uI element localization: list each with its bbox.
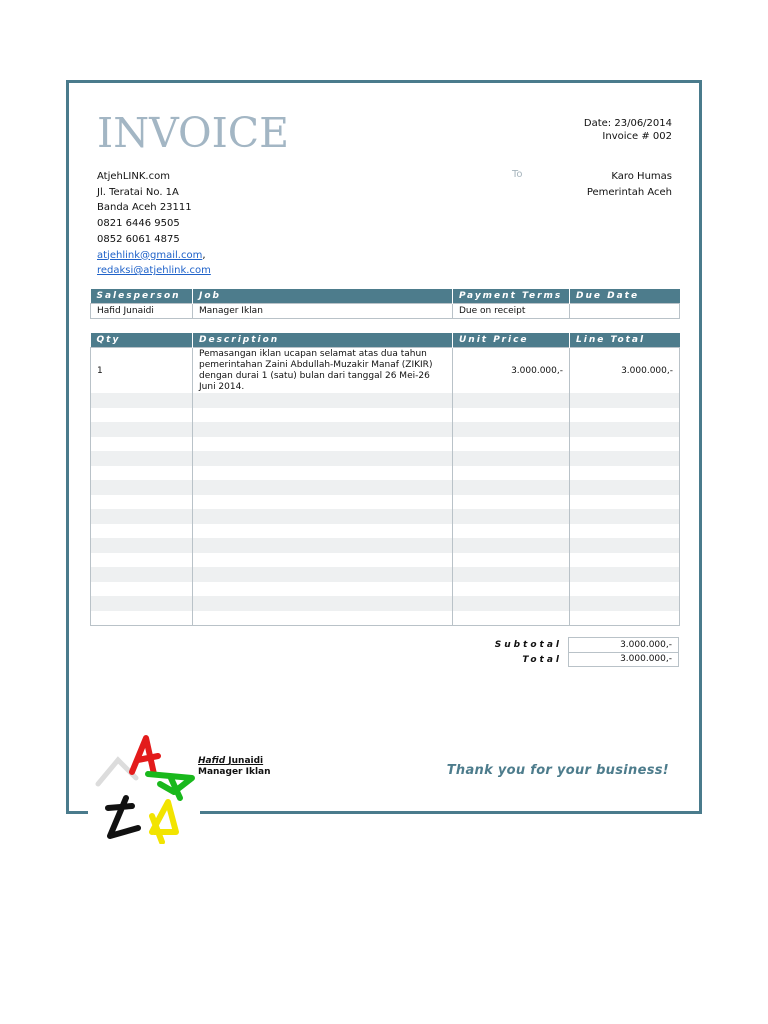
recipient-line-2: Pemerintah Aceh (586, 187, 672, 198)
empty-cell (193, 553, 453, 568)
empty-cell (193, 422, 453, 437)
unit-price-cell: 3.000.000,- (453, 348, 570, 394)
empty-cell (570, 509, 680, 524)
empty-table-row (91, 451, 680, 466)
signer-last-name: Junaidi (228, 756, 264, 766)
empty-cell (570, 582, 680, 597)
empty-cell (570, 553, 680, 568)
empty-cell (570, 495, 680, 510)
empty-cell (193, 495, 453, 510)
empty-cell (193, 437, 453, 452)
empty-cell (570, 524, 680, 539)
empty-cell (570, 567, 680, 582)
empty-cell (91, 509, 193, 524)
payment-terms-cell: Due on receipt (453, 304, 570, 319)
empty-cell (91, 582, 193, 597)
empty-cell (453, 393, 570, 408)
job-cell: Manager Iklan (193, 304, 453, 319)
totals-block (452, 637, 679, 667)
job-table-header (91, 289, 680, 304)
salesperson-cell: Hafid Junaidi (91, 304, 193, 319)
sender-email-2-link[interactable]: redaksi@atjehlink.com (97, 265, 211, 277)
invoice-number-label: Invoice # (602, 131, 650, 142)
header-salesperson: Salesperson (91, 289, 193, 304)
empty-cell (193, 393, 453, 408)
empty-table-row (91, 509, 680, 524)
empty-cell (570, 538, 680, 553)
empty-table-row (91, 538, 680, 553)
items-table (90, 333, 680, 626)
empty-cell (91, 422, 193, 437)
empty-table-row (91, 466, 680, 481)
thank-you-message: Thank you for your business! (446, 763, 669, 778)
recipient-block (587, 169, 672, 201)
empty-cell (91, 466, 193, 481)
sender-email-1-link[interactable]: atjehlink@gmail.com (97, 249, 203, 261)
date-label: Date: (583, 118, 612, 129)
total-value: 3.000.000,- (568, 652, 679, 667)
empty-cell (91, 495, 193, 510)
empty-cell (453, 538, 570, 553)
empty-table-row (91, 480, 680, 495)
header-payment-terms: Payment Terms (453, 289, 570, 304)
empty-cell (453, 422, 570, 437)
signer-first-name: Hafid (198, 756, 226, 766)
invoice-meta (584, 117, 672, 143)
empty-cell (453, 567, 570, 582)
empty-cell (570, 611, 680, 626)
empty-cell (570, 466, 680, 481)
empty-table-row (91, 437, 680, 452)
sender-address-1: Jl. Teratai No. 1A (97, 186, 179, 198)
empty-cell (91, 611, 193, 626)
empty-cell (453, 495, 570, 510)
empty-cell (91, 451, 193, 466)
job-table-row (91, 304, 680, 319)
empty-cell (91, 567, 193, 582)
empty-cell (91, 480, 193, 495)
empty-cell (570, 437, 680, 452)
empty-cell (193, 451, 453, 466)
empty-cell (193, 408, 453, 423)
sender-email-2-line (97, 263, 211, 279)
empty-cell (453, 611, 570, 626)
empty-cell (91, 596, 193, 611)
empty-table-row (91, 495, 680, 510)
empty-cell (453, 466, 570, 481)
empty-cell (570, 596, 680, 611)
date-line (584, 117, 672, 130)
empty-cell (193, 582, 453, 597)
company-logo (88, 732, 200, 844)
signer-position: Manager Iklan (198, 767, 271, 777)
empty-cell (453, 509, 570, 524)
empty-cell (91, 408, 193, 423)
empty-cell (453, 408, 570, 423)
header-description: Description (193, 333, 453, 348)
empty-cell (453, 582, 570, 597)
empty-cell (453, 480, 570, 495)
empty-cell (193, 509, 453, 524)
empty-table-row (91, 553, 680, 568)
empty-cell (193, 538, 453, 553)
sender-phone-1: 0821 6446 9505 (97, 218, 180, 230)
signer-name (198, 756, 271, 767)
sender-company: AtjehLINK.com (97, 171, 170, 182)
header-due-date: Due Date (570, 289, 680, 304)
empty-cell (453, 524, 570, 539)
total-row (452, 652, 679, 667)
empty-table-row (91, 567, 680, 582)
empty-cell (91, 437, 193, 452)
sender-email-1-comma: , (202, 249, 206, 261)
invoice-number-value: 002 (652, 131, 672, 142)
empty-cell (570, 451, 680, 466)
empty-cell (91, 538, 193, 553)
empty-table-row (91, 422, 680, 437)
logo-star-icon (88, 732, 200, 844)
header-qty: Qty (91, 333, 193, 348)
empty-cell (91, 553, 193, 568)
empty-cell (193, 567, 453, 582)
subtotal-row (452, 637, 679, 652)
empty-cell (193, 524, 453, 539)
empty-table-row (91, 408, 680, 423)
empty-cell (570, 393, 680, 408)
empty-table-row (91, 524, 680, 539)
recipient-line-1: Karo Humas (611, 171, 672, 182)
empty-cell (193, 480, 453, 495)
empty-table-row (91, 611, 680, 626)
empty-cell (91, 524, 193, 539)
sender-block (97, 169, 211, 279)
header-unit-price: Unit Price (453, 333, 570, 348)
header-job: Job (193, 289, 453, 304)
empty-cell (91, 393, 193, 408)
empty-table-row (91, 582, 680, 597)
date-value: 23/06/2014 (614, 118, 672, 129)
table-row (91, 348, 680, 394)
empty-cell (453, 437, 570, 452)
sender-phone-2: 0852 6061 4875 (97, 233, 180, 245)
line-total-cell: 3.000.000,- (570, 348, 680, 394)
empty-cell (570, 480, 680, 495)
total-label: Total (522, 654, 562, 665)
subtotal-label: Subtotal (494, 639, 562, 650)
empty-cell (193, 611, 453, 626)
description-cell: Pemasangan iklan ucapan selamat atas dua tahun pemerintahan Zaini Abdullah-Muzakir Manaf (ZIKIR) dengan durai 1 (satu) bulan dari tanggal 26 Mei-26 Juni 2014. (193, 348, 453, 394)
signature-block (198, 756, 271, 778)
invoice-title: INVOICE (97, 109, 290, 157)
qty-cell: 1 (91, 348, 193, 394)
items-table-header (91, 333, 680, 348)
job-table (90, 289, 680, 319)
subtotal-value: 3.000.000,- (568, 637, 679, 653)
empty-cell (453, 553, 570, 568)
empty-cell (193, 596, 453, 611)
to-label: To (512, 169, 523, 180)
sender-address-2: Banda Aceh 23111 (97, 202, 192, 214)
empty-table-row (91, 596, 680, 611)
invoice-number-line (584, 130, 672, 143)
empty-table-row (91, 393, 680, 408)
empty-cell (570, 408, 680, 423)
due-date-cell (570, 304, 680, 319)
empty-cell (570, 422, 680, 437)
header-line-total: Line Total (570, 333, 680, 348)
empty-cell (453, 451, 570, 466)
empty-cell (453, 596, 570, 611)
sender-email-1-line (97, 248, 211, 264)
empty-cell (193, 466, 453, 481)
